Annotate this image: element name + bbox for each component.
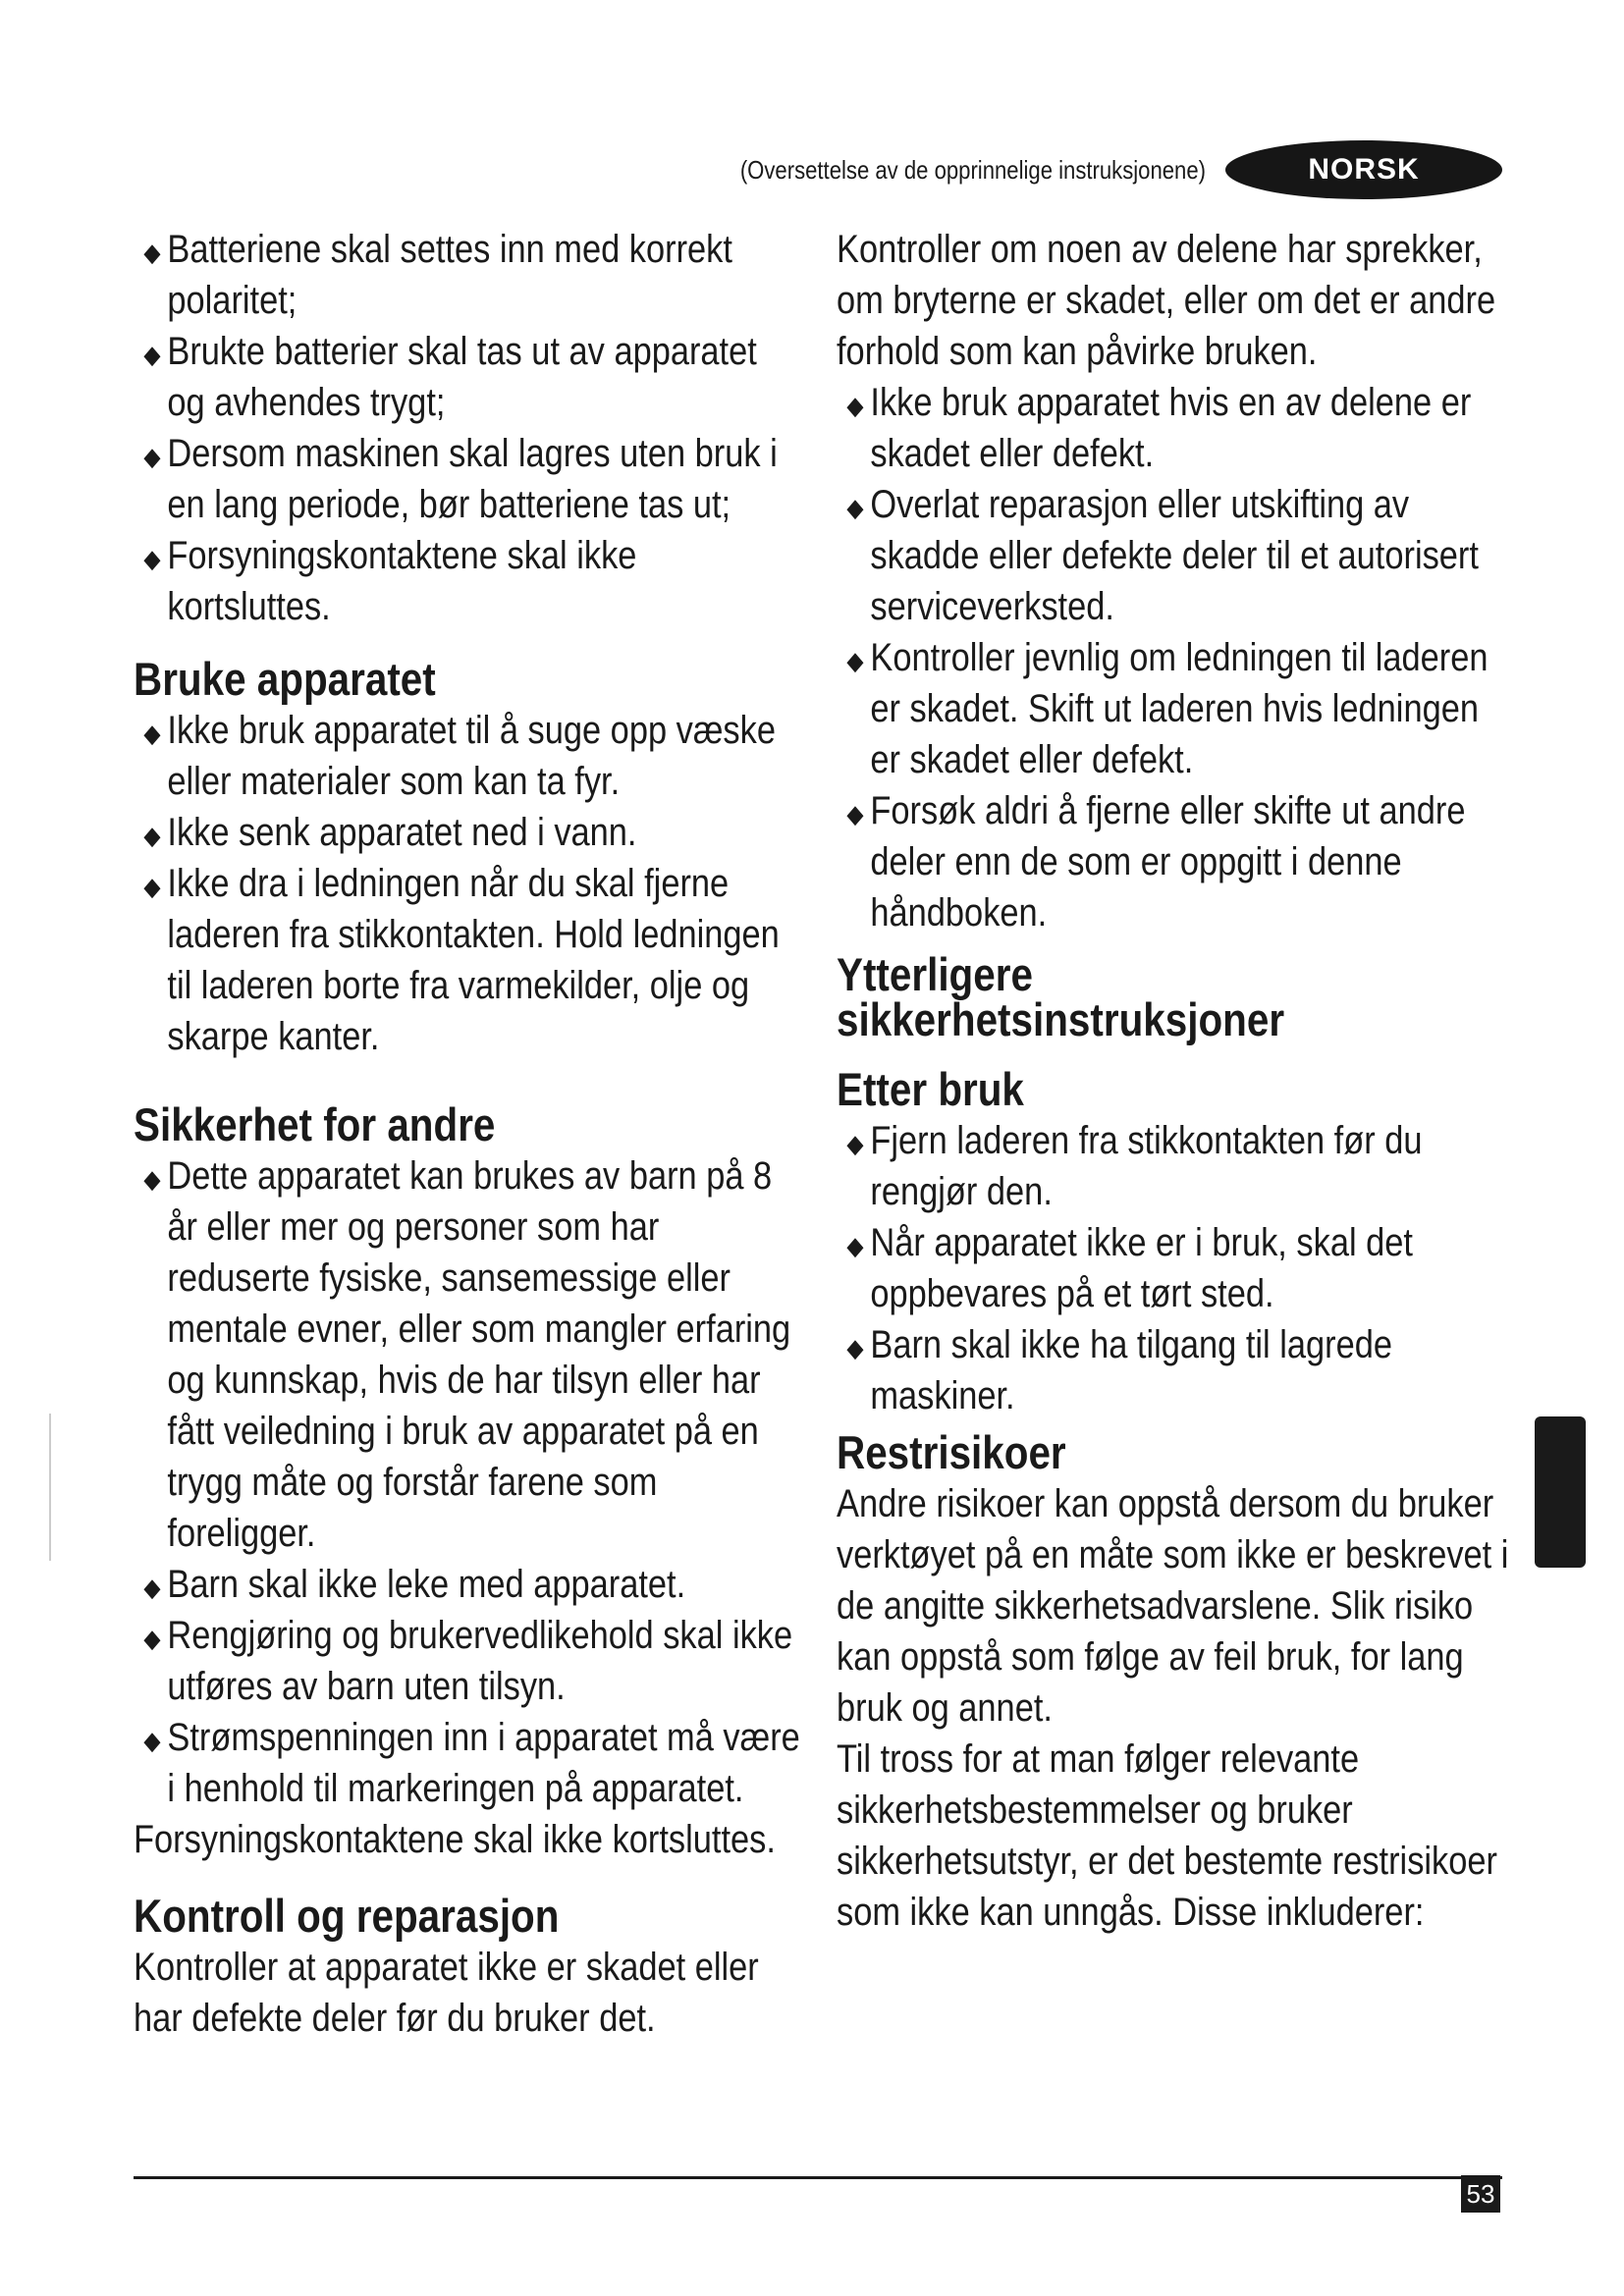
right-column bbox=[837, 224, 1514, 1938]
margin-divider bbox=[49, 1414, 51, 1561]
list-item: ◆ Fjern laderen fra stikkontakten før du rengjør den. bbox=[837, 1115, 1512, 1217]
use-bullet-list bbox=[134, 705, 800, 1062]
list-item: ◆ Dette apparatet kan brukes av barn på 8 år eller mer og personer som har reduserte fysiske, sansemessige eller mentale evner, eller som mangler erfaring og kunnskap, hvis de har tilsyn eller har fått veiledning i bruk av apparatet på en trygg måte og forstår farene som foreligger. bbox=[134, 1150, 800, 1559]
heading-line: Ytterligere bbox=[837, 948, 1033, 1000]
section-heading-inspection: Kontroll og reparasjon bbox=[134, 1890, 560, 1942]
diamond-bullet-icon: ◆ bbox=[846, 646, 864, 675]
diamond-bullet-icon: ◆ bbox=[846, 391, 864, 420]
list-item: ◆ Ikke senk apparatet ned i vann. bbox=[134, 807, 800, 858]
translation-note: (Oversettelse av de opprinnelige instruksjonene) bbox=[739, 155, 1206, 185]
diamond-bullet-icon: ◆ bbox=[846, 799, 864, 828]
language-badge: NORSK bbox=[1225, 140, 1502, 199]
list-item: ◆ Strømspenningen inn i apparatet må være i henhold til markeringen på apparatet. bbox=[134, 1712, 800, 1814]
diamond-bullet-icon: ◆ bbox=[143, 544, 161, 573]
battery-bullet-list bbox=[134, 224, 800, 632]
thumb-index-tab bbox=[1535, 1416, 1586, 1568]
diamond-bullet-icon: ◆ bbox=[143, 340, 161, 369]
diamond-bullet-icon: ◆ bbox=[143, 442, 161, 471]
diamond-bullet-icon: ◆ bbox=[143, 1164, 161, 1194]
list-item: ◆ Dersom maskinen skal lagres uten bruk i en lang periode, bør batteriene tas ut; bbox=[134, 428, 800, 530]
others-note: Forsyningskontaktene skal ikke kortsluttes. bbox=[134, 1818, 776, 1861]
inspection-text: Kontroller at apparatet ikke er skadet eller har defekte deler før du bruker det. bbox=[134, 1946, 759, 2040]
diamond-bullet-icon: ◆ bbox=[143, 821, 161, 850]
diamond-bullet-icon: ◆ bbox=[846, 1231, 864, 1260]
list-item: ◆ Forsøk aldri å fjerne eller skifte ut andre deler enn de som er oppgitt i denne håndboken. bbox=[837, 785, 1512, 938]
heading-line: sikkerhetsinstruksjoner bbox=[837, 993, 1285, 1045]
diamond-bullet-icon: ◆ bbox=[143, 1624, 161, 1653]
diamond-bullet-icon: ◆ bbox=[143, 1573, 161, 1602]
list-item: ◆ Ikke bruk apparatet til å suge opp væske eller materialer som kan ta fyr. bbox=[134, 705, 800, 807]
diamond-bullet-icon: ◆ bbox=[143, 719, 161, 748]
diamond-bullet-icon: ◆ bbox=[846, 1129, 864, 1158]
diamond-bullet-icon: ◆ bbox=[143, 1726, 161, 1755]
section-heading-after-use: Etter bruk bbox=[837, 1063, 1024, 1115]
list-item: ◆ Når apparatet ikke er i bruk, skal det oppbevares på et tørt sted. bbox=[837, 1217, 1512, 1319]
section-heading-residual: Restrisikoer bbox=[837, 1426, 1066, 1478]
others-bullet-list bbox=[134, 1150, 800, 1814]
list-item: ◆ Barn skal ikke leke med apparatet. bbox=[134, 1559, 800, 1610]
inspection-text-continued: Kontroller om noen av delene har sprekker, om bryterne er skadet, eller om det er andre forhold som kan påvirke bruken. bbox=[837, 228, 1496, 373]
left-column bbox=[134, 224, 801, 2044]
diamond-bullet-icon: ◆ bbox=[143, 238, 161, 267]
section-heading-use: Bruke apparatet bbox=[134, 653, 436, 705]
list-item: ◆ Barn skal ikke ha tilgang til lagrede maskiner. bbox=[837, 1319, 1512, 1421]
page-number: 53 bbox=[1461, 2175, 1500, 2213]
list-item: ◆ Ikke dra i ledningen når du skal fjerne laderen fra stikkontakten. Hold ledningen til laderen borte fra varmekilder, olje og skarpe kanter. bbox=[134, 858, 800, 1062]
residual-text-2: Til tross for at man følger relevante sikkerhetsbestemmelser og bruker sikkerhetsutstyr, er det bestemte restrisikoer som ikke kan unngås. Disse inkluderer: bbox=[837, 1737, 1497, 1934]
residual-text-1: Andre risikoer kan oppstå dersom du bruker verktøyet på en måte som ikke er beskrevet i de angitte sikkerhetsadvarslene. Slik risiko kan oppstå som følge av feil bruk, for lang bruk og annet. bbox=[837, 1482, 1509, 1730]
footer-rule bbox=[134, 2176, 1502, 2179]
after-use-bullet-list bbox=[837, 1115, 1512, 1421]
list-item: ◆ Ikke bruk apparatet hvis en av delene er skadet eller defekt. bbox=[837, 377, 1512, 479]
diamond-bullet-icon: ◆ bbox=[143, 872, 161, 901]
list-item: ◆ Rengjøring og brukervedlikehold skal ikke utføres av barn uten tilsyn. bbox=[134, 1610, 800, 1712]
diamond-bullet-icon: ◆ bbox=[846, 493, 864, 522]
list-item: ◆ Forsyningskontaktene skal ikke kortsluttes. bbox=[134, 530, 800, 632]
section-heading-additional bbox=[837, 948, 1512, 1045]
section-heading-others: Sikkerhet for andre bbox=[134, 1098, 496, 1150]
list-item: ◆ Kontroller jevnlig om ledningen til laderen er skadet. Skift ut laderen hvis ledningen er skadet eller defekt. bbox=[837, 632, 1512, 785]
list-item: ◆ Brukte batterier skal tas ut av apparatet og avhendes trygt; bbox=[134, 326, 800, 428]
list-item: ◆ Overlat reparasjon eller utskifting av skadde eller defekte deler til et autorisert serviceverksted. bbox=[837, 479, 1512, 632]
diamond-bullet-icon: ◆ bbox=[846, 1333, 864, 1362]
list-item: ◆ Batteriene skal settes inn med korrekt polaritet; bbox=[134, 224, 800, 326]
inspection-bullet-list bbox=[837, 377, 1512, 938]
